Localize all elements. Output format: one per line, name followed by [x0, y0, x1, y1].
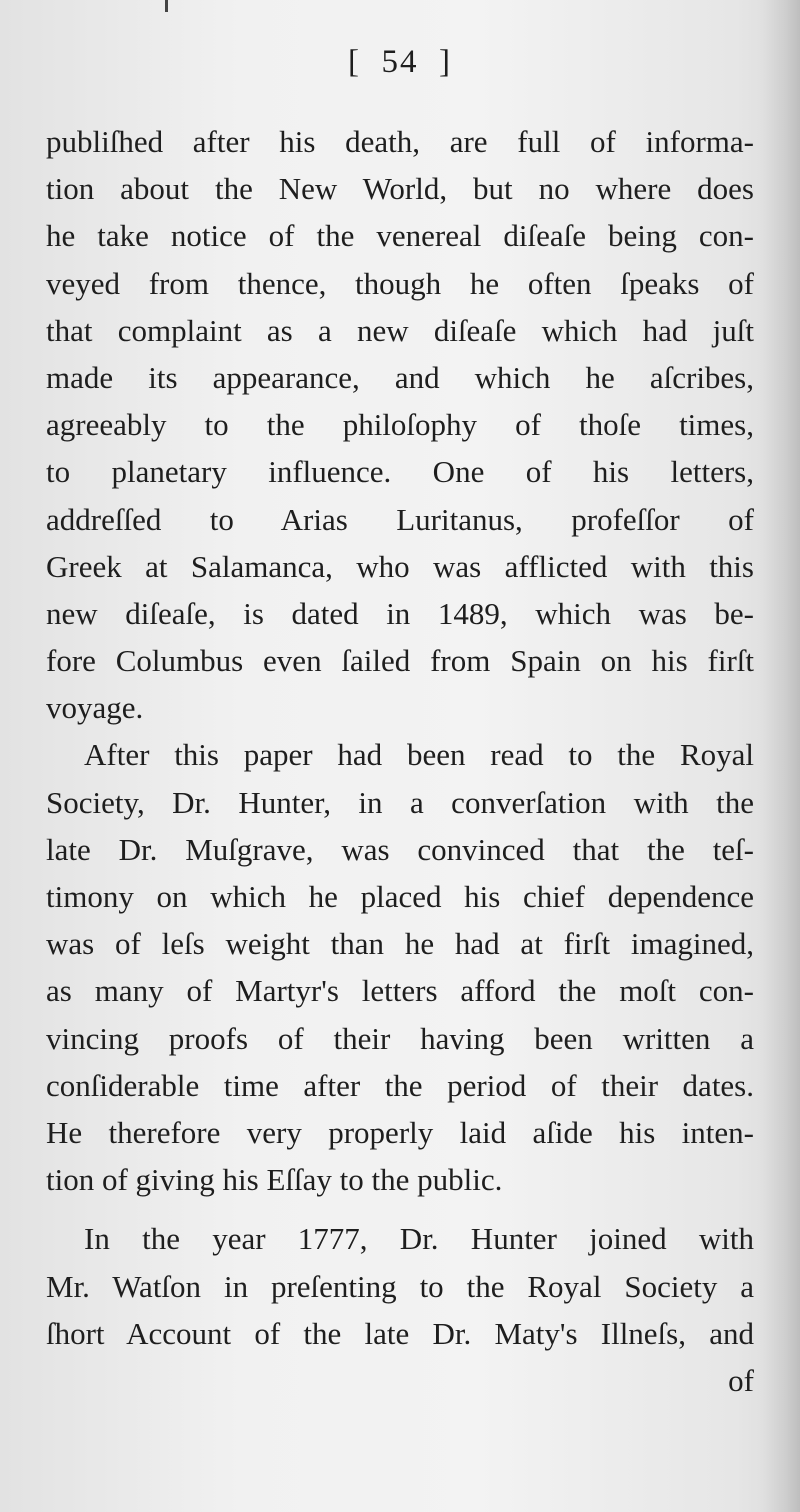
paragraph	[46, 731, 754, 1203]
text-line: publiſhed after his death, are full of informa-	[46, 124, 754, 159]
text-line: ſhort Account of the late Dr. Maty's Illneſs, and	[46, 1315, 754, 1351]
text-line: that complaint as a new diſeaſe which had juſt	[46, 312, 754, 348]
text-line: new diſeaſe, is dated in 1489, which was be-	[46, 595, 754, 631]
body-text	[46, 118, 754, 1404]
paragraph-gap	[46, 1203, 754, 1215]
gutter-shadow	[762, 0, 800, 1512]
ink-mark	[165, 0, 168, 12]
text-line: Society, Dr. Hunter, in a converſation with the	[46, 784, 754, 820]
text-line: In the year 1777, Dr. Hunter joined with	[84, 1221, 754, 1257]
page-number: [ 54 ]	[348, 44, 452, 80]
text-line: Mr. Watſon in preſenting to the Royal Society a	[46, 1268, 754, 1304]
text-line: timony on which he placed his chief dependence	[46, 879, 754, 914]
catchword: of	[728, 1362, 754, 1398]
text-line: addreſſed to Arias Luritanus, profeſſor of	[46, 501, 754, 537]
text-line: late Dr. Muſgrave, was convinced that the teſ-	[46, 831, 754, 867]
text-line: agreeably to the philoſophy of thoſe times,	[46, 407, 754, 443]
paragraph	[46, 118, 754, 731]
text-line: as many of Martyr's letters afford the moſt con-	[46, 973, 754, 1009]
text-line: Greek at Salamanca, who was afflicted with this	[46, 548, 754, 584]
text-line: conſiderable time after the period of their dates.	[46, 1067, 754, 1103]
text-line: After this paper had been read to the Royal	[84, 737, 754, 773]
text-line: fore Columbus even ſailed from Spain on his firſt	[46, 643, 754, 679]
text-line: he take notice of the venereal diſeaſe being con-	[46, 218, 754, 254]
text-line: tion of giving his Eſſay to the public.	[46, 1162, 503, 1198]
text-line: veyed from thence, though he often ſpeaks of	[46, 265, 754, 301]
text-line: He therefore very properly laid aſide his inten-	[46, 1114, 754, 1150]
text-line: made its appearance, and which he aſcribes,	[46, 359, 754, 395]
text-line: to planetary influence. One of his letters,	[46, 454, 754, 490]
text-line: vincing proofs of their having been written a	[46, 1020, 754, 1056]
text-line: was of leſs weight than he had at firſt imagined,	[46, 926, 754, 962]
text-line: tion about the New World, but no where does	[46, 171, 754, 207]
paragraph	[46, 1215, 754, 1357]
text-line: voyage.	[46, 690, 144, 726]
